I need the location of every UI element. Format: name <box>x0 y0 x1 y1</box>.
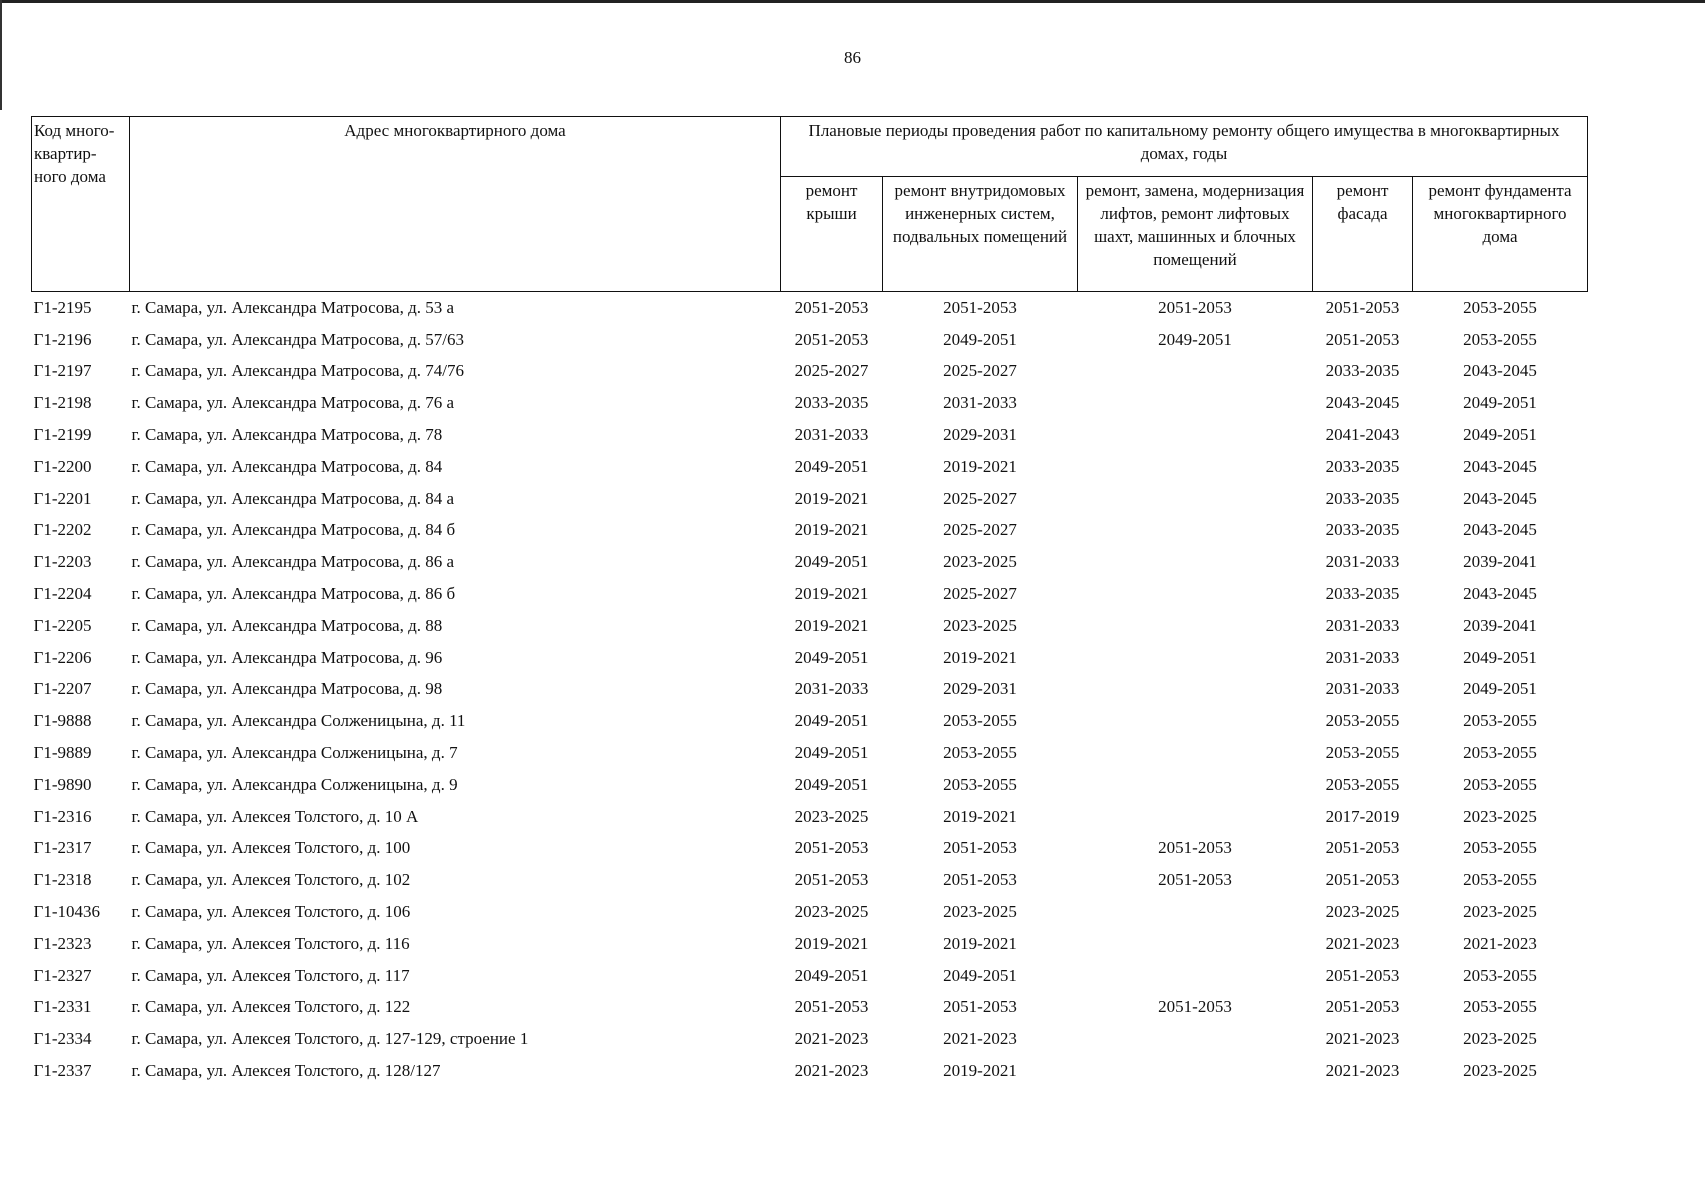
facade-cell: 2053-2055 <box>1325 743 1400 763</box>
address-cell: г. Самара, ул. Александра Матросова, д. 84 <box>131 456 443 476</box>
elevators-cell <box>1078 610 1313 642</box>
table-row <box>32 642 1588 674</box>
engineering-cell: 2019-2021 <box>943 806 1017 826</box>
header-elevators: ремонт, замена, модернизация лифтов, ремонт лифтовых шахт, машинных и блочных помещений <box>1078 177 1313 292</box>
facade-cell: 2033-2035 <box>1325 488 1400 508</box>
code-cell: Г1-2202 <box>33 520 92 540</box>
elevators-cell <box>1078 1023 1313 1055</box>
elevators-cell <box>1078 928 1313 960</box>
roof-cell: 2021-2023 <box>794 1029 869 1049</box>
roof-cell: 2049-2051 <box>794 743 869 763</box>
code-cell: Г1-2337 <box>33 1061 92 1081</box>
roof-cell: 2031-2033 <box>794 425 869 445</box>
engineering-cell: 2031-2033 <box>943 393 1017 413</box>
elevators-cell: 2049-2051 <box>1158 329 1232 349</box>
address-cell: г. Самара, ул. Александра Матросова, д. 86 а <box>131 552 455 572</box>
roof-cell: 2019-2021 <box>794 933 869 953</box>
address-cell: г. Самара, ул. Александра Солженицына, д. 7 <box>131 743 458 763</box>
elevators-cell <box>1078 705 1313 737</box>
facade-cell: 2031-2033 <box>1325 552 1400 572</box>
foundation-cell: 2053-2055 <box>1463 965 1537 985</box>
code-cell: Г1-9890 <box>33 774 92 794</box>
foundation-cell: 2039-2041 <box>1463 615 1537 635</box>
facade-cell: 2033-2035 <box>1325 584 1400 604</box>
page-border-top <box>0 0 1705 3</box>
facade-cell: 2023-2025 <box>1325 902 1400 922</box>
roof-cell: 2051-2053 <box>794 297 869 317</box>
header-periods-group: Плановые периоды проведения работ по капитальному ремонту общего имущества в многоквартирных домах, годы <box>781 117 1588 177</box>
facade-cell: 2031-2033 <box>1325 615 1400 635</box>
code-cell: Г1-2316 <box>33 806 92 826</box>
elevators-cell <box>1078 387 1313 419</box>
facade-cell: 2053-2055 <box>1325 774 1400 794</box>
table-row <box>32 1023 1588 1055</box>
address-cell: г. Самара, ул. Алексея Толстого, д. 106 <box>131 902 411 922</box>
foundation-cell: 2043-2045 <box>1463 456 1537 476</box>
address-cell: г. Самара, ул. Алексея Толстого, д. 122 <box>131 997 411 1017</box>
code-cell: Г1-2323 <box>33 933 92 953</box>
address-cell: г. Самара, ул. Александра Солженицына, д. 9 <box>131 774 458 794</box>
elevators-cell <box>1078 1055 1313 1087</box>
code-cell: Г1-2205 <box>33 615 92 635</box>
elevators-cell <box>1078 960 1313 992</box>
foundation-cell: 2023-2025 <box>1463 1061 1537 1081</box>
engineering-cell: 2049-2051 <box>943 965 1017 985</box>
roof-cell: 2051-2053 <box>794 329 869 349</box>
facade-cell: 2031-2033 <box>1325 679 1400 699</box>
code-cell: Г1-2198 <box>33 393 92 413</box>
code-cell: Г1-2203 <box>33 552 92 572</box>
code-cell: Г1-2331 <box>33 997 92 1017</box>
table-row <box>32 769 1588 801</box>
roof-cell: 2019-2021 <box>794 584 869 604</box>
address-cell: г. Самара, ул. Александра Матросова, д. 76 а <box>131 393 455 413</box>
facade-cell: 2021-2023 <box>1325 1061 1400 1081</box>
code-cell: Г1-2206 <box>33 647 92 667</box>
foundation-cell: 2023-2025 <box>1463 902 1537 922</box>
engineering-cell: 2025-2027 <box>943 520 1017 540</box>
roof-cell: 2051-2053 <box>794 870 869 890</box>
foundation-cell: 2053-2055 <box>1463 711 1537 731</box>
engineering-cell: 2053-2055 <box>943 743 1017 763</box>
roof-cell: 2051-2053 <box>794 997 869 1017</box>
elevators-cell <box>1078 769 1313 801</box>
facade-cell: 2043-2045 <box>1325 393 1400 413</box>
foundation-cell: 2043-2045 <box>1463 520 1537 540</box>
foundation-cell: 2043-2045 <box>1463 361 1537 381</box>
roof-cell: 2019-2021 <box>794 615 869 635</box>
code-cell: Г1-2199 <box>33 425 92 445</box>
elevators-cell: 2051-2053 <box>1158 870 1232 890</box>
facade-cell: 2051-2053 <box>1325 297 1400 317</box>
facade-cell: 2041-2043 <box>1325 425 1400 445</box>
table-row <box>32 324 1588 356</box>
engineering-cell: 2019-2021 <box>943 647 1017 667</box>
roof-cell: 2019-2021 <box>794 488 869 508</box>
foundation-cell: 2039-2041 <box>1463 552 1537 572</box>
code-cell: Г1-2197 <box>33 361 92 381</box>
header-foundation: ремонт фундамента многоквартирного дома <box>1413 177 1588 292</box>
table-row <box>32 578 1588 610</box>
address-cell: г. Самара, ул. Александра Матросова, д. 74/76 <box>131 361 464 381</box>
table-row <box>32 610 1588 642</box>
facade-cell: 2051-2053 <box>1325 965 1400 985</box>
table-row <box>32 960 1588 992</box>
roof-cell: 2049-2051 <box>794 552 869 572</box>
facade-cell: 2051-2053 <box>1325 870 1400 890</box>
address-cell: г. Самара, ул. Александра Матросова, д. 96 <box>131 647 443 667</box>
engineering-cell: 2023-2025 <box>943 552 1017 572</box>
address-cell: г. Самара, ул. Александра Матросова, д. 86 б <box>131 584 456 604</box>
roof-cell: 2021-2023 <box>794 1061 869 1081</box>
foundation-cell: 2023-2025 <box>1463 1029 1537 1049</box>
address-cell: г. Самара, ул. Александра Матросова, д. 84 б <box>131 520 456 540</box>
facade-cell: 2017-2019 <box>1325 806 1400 826</box>
elevators-cell <box>1078 642 1313 674</box>
engineering-cell: 2029-2031 <box>943 679 1017 699</box>
address-cell: г. Самара, ул. Александра Солженицына, д. 11 <box>131 711 466 731</box>
facade-cell: 2051-2053 <box>1325 997 1400 1017</box>
table-body <box>32 292 1588 1087</box>
address-cell: г. Самара, ул. Александра Матросова, д. 98 <box>131 679 443 699</box>
header-roof: ремонт крыши <box>781 177 883 292</box>
facade-cell: 2033-2035 <box>1325 456 1400 476</box>
engineering-cell: 2025-2027 <box>943 361 1017 381</box>
elevators-cell <box>1078 674 1313 706</box>
engineering-cell: 2019-2021 <box>943 456 1017 476</box>
roof-cell: 2049-2051 <box>794 456 869 476</box>
engineering-cell: 2019-2021 <box>943 933 1017 953</box>
table-row <box>32 451 1588 483</box>
elevators-cell <box>1078 578 1313 610</box>
address-cell: г. Самара, ул. Александра Матросова, д. 88 <box>131 615 443 635</box>
table-row <box>32 864 1588 896</box>
table-row <box>32 674 1588 706</box>
facade-cell: 2033-2035 <box>1325 520 1400 540</box>
facade-cell: 2021-2023 <box>1325 933 1400 953</box>
elevators-cell <box>1078 419 1313 451</box>
address-cell: г. Самара, ул. Алексея Толстого, д. 100 <box>131 838 411 858</box>
elevators-cell: 2051-2053 <box>1158 297 1232 317</box>
address-cell: г. Самара, ул. Алексея Толстого, д. 10 А <box>131 806 419 826</box>
table-row <box>32 356 1588 388</box>
foundation-cell: 2021-2023 <box>1463 933 1537 953</box>
foundation-cell: 2053-2055 <box>1463 838 1537 858</box>
code-cell: Г1-2318 <box>33 870 92 890</box>
page-number: 86 <box>844 48 861 67</box>
code-cell: Г1-2201 <box>33 488 92 508</box>
address-cell: г. Самара, ул. Александра Матросова, д. 57/63 <box>131 329 464 349</box>
engineering-cell: 2051-2053 <box>943 870 1017 890</box>
roof-cell: 2033-2035 <box>794 393 869 413</box>
engineering-cell: 2025-2027 <box>943 584 1017 604</box>
roof-cell: 2049-2051 <box>794 774 869 794</box>
elevators-cell: 2051-2053 <box>1158 997 1232 1017</box>
address-cell: г. Самара, ул. Алексея Толстого, д. 116 <box>131 933 410 953</box>
table-row <box>32 737 1588 769</box>
facade-cell: 2051-2053 <box>1325 329 1400 349</box>
elevators-cell <box>1078 801 1313 833</box>
code-cell: Г1-2327 <box>33 965 92 985</box>
code-cell: Г1-2317 <box>33 838 92 858</box>
address-cell: г. Самара, ул. Алексея Толстого, д. 127-129, строение 1 <box>131 1029 529 1049</box>
engineering-cell: 2049-2051 <box>943 329 1017 349</box>
elevators-cell <box>1078 546 1313 578</box>
address-cell: г. Самара, ул. Алексея Толстого, д. 128/127 <box>131 1061 441 1081</box>
elevators-cell <box>1078 356 1313 388</box>
address-cell: г. Самара, ул. Алексея Толстого, д. 102 <box>131 870 411 890</box>
engineering-cell: 2021-2023 <box>943 1029 1017 1049</box>
roof-cell: 2051-2053 <box>794 838 869 858</box>
table-row <box>32 992 1588 1024</box>
engineering-cell: 2029-2031 <box>943 425 1017 445</box>
code-cell: Г1-2200 <box>33 456 92 476</box>
foundation-cell: 2053-2055 <box>1463 743 1537 763</box>
foundation-cell: 2049-2051 <box>1463 647 1537 667</box>
engineering-cell: 2051-2053 <box>943 297 1017 317</box>
code-cell: Г1-2204 <box>33 584 92 604</box>
table-row <box>32 546 1588 578</box>
elevators-cell <box>1078 483 1313 515</box>
engineering-cell: 2053-2055 <box>943 711 1017 731</box>
facade-cell: 2051-2053 <box>1325 838 1400 858</box>
foundation-cell: 2043-2045 <box>1463 488 1537 508</box>
table-row <box>32 292 1588 324</box>
table-row <box>32 896 1588 928</box>
table-row <box>32 833 1588 865</box>
elevators-cell <box>1078 515 1313 547</box>
foundation-cell: 2053-2055 <box>1463 329 1537 349</box>
engineering-cell: 2025-2027 <box>943 488 1017 508</box>
roof-cell: 2049-2051 <box>794 711 869 731</box>
table-row <box>32 419 1588 451</box>
code-cell: Г1-9889 <box>33 743 92 763</box>
engineering-cell: 2023-2025 <box>943 615 1017 635</box>
roof-cell: 2019-2021 <box>794 520 869 540</box>
table-row <box>32 1055 1588 1087</box>
elevators-cell <box>1078 896 1313 928</box>
facade-cell: 2053-2055 <box>1325 711 1400 731</box>
address-cell: г. Самара, ул. Алексея Толстого, д. 117 <box>131 965 410 985</box>
header-engineering: ремонт внутридомовых инженерных систем, подвальных помещений <box>883 177 1078 292</box>
code-cell: Г1-2196 <box>33 329 92 349</box>
code-cell: Г1-2334 <box>33 1029 92 1049</box>
facade-cell: 2021-2023 <box>1325 1029 1400 1049</box>
foundation-cell: 2023-2025 <box>1463 806 1537 826</box>
engineering-cell: 2019-2021 <box>943 1061 1017 1081</box>
table-row <box>32 801 1588 833</box>
roof-cell: 2049-2051 <box>794 965 869 985</box>
elevators-cell: 2051-2053 <box>1158 838 1232 858</box>
roof-cell: 2023-2025 <box>794 902 869 922</box>
address-cell: г. Самара, ул. Александра Матросова, д. 84 а <box>131 488 455 508</box>
table-row <box>32 705 1588 737</box>
table-row <box>32 387 1588 419</box>
address-cell: г. Самара, ул. Александра Матросова, д. 53 а <box>131 297 455 317</box>
engineering-cell: 2051-2053 <box>943 997 1017 1017</box>
facade-cell: 2031-2033 <box>1325 647 1400 667</box>
foundation-cell: 2053-2055 <box>1463 997 1537 1017</box>
table-header <box>32 117 1588 292</box>
elevators-cell <box>1078 451 1313 483</box>
elevators-cell <box>1078 737 1313 769</box>
foundation-cell: 2053-2055 <box>1463 870 1537 890</box>
foundation-cell: 2049-2051 <box>1463 425 1537 445</box>
roof-cell: 2031-2033 <box>794 679 869 699</box>
engineering-cell: 2051-2053 <box>943 838 1017 858</box>
header-code: Код много-квартир-ного дома <box>32 117 130 292</box>
code-cell: Г1-9888 <box>33 711 92 731</box>
code-cell: Г1-2195 <box>33 297 92 317</box>
foundation-cell: 2049-2051 <box>1463 679 1537 699</box>
code-cell: Г1-10436 <box>33 902 100 922</box>
engineering-cell: 2053-2055 <box>943 774 1017 794</box>
foundation-cell: 2053-2055 <box>1463 297 1537 317</box>
foundation-cell: 2049-2051 <box>1463 393 1537 413</box>
code-cell: Г1-2207 <box>33 679 92 699</box>
roof-cell: 2023-2025 <box>794 806 869 826</box>
table-row <box>32 928 1588 960</box>
facade-cell: 2033-2035 <box>1325 361 1400 381</box>
header-address: Адрес многоквартирного дома <box>130 117 781 292</box>
engineering-cell: 2023-2025 <box>943 902 1017 922</box>
roof-cell: 2025-2027 <box>794 361 869 381</box>
foundation-cell: 2043-2045 <box>1463 584 1537 604</box>
foundation-cell: 2053-2055 <box>1463 774 1537 794</box>
capital-repair-table <box>31 116 1588 1087</box>
table-row <box>32 483 1588 515</box>
roof-cell: 2049-2051 <box>794 647 869 667</box>
table-row <box>32 515 1588 547</box>
address-cell: г. Самара, ул. Александра Матросова, д. 78 <box>131 425 443 445</box>
header-facade: ремонт фасада <box>1313 177 1413 292</box>
